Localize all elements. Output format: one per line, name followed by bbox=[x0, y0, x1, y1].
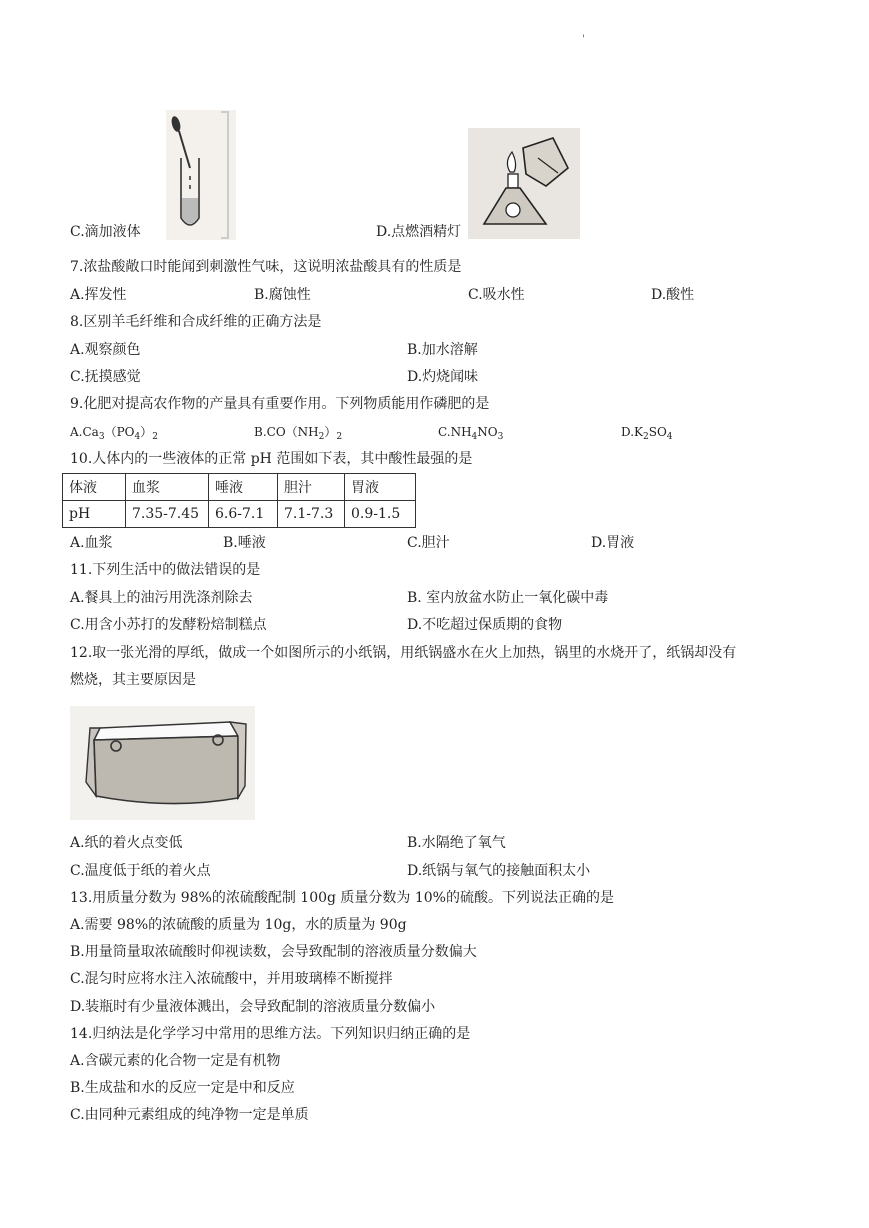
q9-d-sub1: 2 bbox=[642, 432, 649, 442]
q9-option-a bbox=[70, 422, 158, 447]
q13-option-c: C.混匀时应将水注入浓硫酸中，并用玻璃棒不断搅拌 bbox=[70, 971, 393, 987]
q9-a-sub2: 4 bbox=[134, 432, 141, 442]
q11-option-b: B. 室内放盆水防止一氧化碳中毒 bbox=[407, 590, 609, 606]
q9-a-sub1: 3 bbox=[98, 432, 105, 442]
q9-option-d bbox=[621, 422, 673, 447]
table-cell: 7.1-7.3 bbox=[278, 501, 345, 528]
q13-option-b: B.用量筒量取浓硫酸时仰视读数，会导致配制的溶液质量分数偏大 bbox=[70, 944, 477, 960]
q13-option-d: D.装瓶时有少量液体溅出，会导致配制的溶液质量分数偏小 bbox=[70, 999, 436, 1015]
q12-option-c: C.温度低于纸的着火点 bbox=[70, 863, 211, 879]
q9-a-sub3: 2 bbox=[152, 432, 158, 442]
page-mark: ' bbox=[582, 34, 585, 45]
table-cell: 7.35-7.45 bbox=[126, 501, 209, 528]
q12-option-d: D.纸锅与氧气的接触面积太小 bbox=[407, 863, 591, 879]
q9-d-post: SO bbox=[648, 425, 667, 439]
q9-c-sub1: 4 bbox=[471, 432, 478, 442]
q9-b-sub2: 2 bbox=[336, 432, 343, 442]
q14-option-b: B.生成盐和水的反应一定是中和反应 bbox=[70, 1080, 295, 1096]
paper-pot-figure bbox=[70, 706, 255, 820]
table-header-row bbox=[63, 474, 416, 501]
q7-option-c: C.吸水性 bbox=[468, 287, 525, 303]
q7-stem: 7.浓盐酸敞口时能闻到刺激性气味，这说明浓盐酸具有的性质是 bbox=[70, 259, 462, 275]
q13-option-a: A.需要 98%的浓硫酸的质量为 10g，水的质量为 90g bbox=[70, 917, 407, 933]
q12-stem-line2: 燃烧，其主要原因是 bbox=[70, 672, 196, 688]
q8-stem: 8.区别羊毛纤维和合成纤维的正确方法是 bbox=[70, 314, 322, 330]
q12-stem-line1: 12.取一张光滑的厚纸，做成一个如图所示的小纸锅，用纸锅盛水在火上加热，锅里的水烧开了，纸锅却没有 bbox=[70, 645, 737, 661]
q9-d-sub2: 4 bbox=[666, 432, 673, 442]
q11-stem: 11.下列生活中的做法错误的是 bbox=[70, 562, 261, 578]
table-header-cell: 血浆 bbox=[126, 474, 209, 501]
q7-option-a: A.挥发性 bbox=[70, 287, 127, 303]
q8-option-c: C.抚摸感觉 bbox=[70, 369, 141, 385]
q13-stem: 13.用质量分数为 98%的浓硫酸配制 100g 质量分数为 10%的硫酸。下列说法正确的是 bbox=[70, 890, 614, 906]
q10-option-c: C.胆汁 bbox=[407, 535, 450, 551]
q9-b-close: ） bbox=[324, 425, 337, 439]
q11-option-d: D.不吃超过保质期的食物 bbox=[407, 617, 563, 633]
q12-option-b: B.水隔绝了氧气 bbox=[407, 835, 506, 851]
q8-option-d: D.灼烧闻味 bbox=[407, 369, 479, 385]
ph-table bbox=[62, 473, 416, 528]
q9-b-sub1: 2 bbox=[318, 432, 325, 442]
q7-option-d: D.酸性 bbox=[651, 287, 695, 303]
table-header-cell: 胆汁 bbox=[278, 474, 345, 501]
table-header-cell: 唾液 bbox=[209, 474, 278, 501]
q9-a-close: ） bbox=[140, 425, 153, 439]
dropper-test-tube-figure bbox=[166, 110, 236, 240]
alcohol-lamp-figure bbox=[468, 128, 580, 239]
q14-option-c: C.由同种元素组成的纯净物一定是单质 bbox=[70, 1107, 309, 1123]
q14-option-a: A.含碳元素的化合物一定是有机物 bbox=[70, 1053, 281, 1069]
q6-option-d: D.点燃酒精灯 bbox=[376, 224, 462, 240]
table-row bbox=[63, 501, 416, 528]
q11-option-c: C.用含小苏打的发酵粉焙制糕点 bbox=[70, 617, 267, 633]
q11-option-a: A.餐具上的油污用洗涤剂除去 bbox=[70, 590, 253, 606]
table-header-cell: 胃液 bbox=[345, 474, 416, 501]
table-cell: pH bbox=[63, 501, 126, 528]
q10-option-b: B.唾液 bbox=[223, 535, 266, 551]
table-header-cell: 体液 bbox=[63, 474, 126, 501]
table-cell: 6.6-7.1 bbox=[209, 501, 278, 528]
q14-stem: 14.归纳法是化学学习中常用的思维方法。下列知识归纳正确的是 bbox=[70, 1026, 471, 1042]
q9-b-pre: B.CO（NH bbox=[254, 425, 319, 439]
q8-option-a: A.观察颜色 bbox=[70, 342, 141, 358]
q10-stem: 10.人体内的一些液体的正常 pH 范围如下表，其中酸性最强的是 bbox=[70, 451, 473, 467]
q9-c-sub2: 3 bbox=[497, 432, 504, 442]
q8-option-b: B.加水溶解 bbox=[407, 342, 478, 358]
q12-option-a: A.纸的着火点变低 bbox=[70, 835, 183, 851]
q10-option-d: D.胃液 bbox=[591, 535, 635, 551]
q9-d-pre: D.K bbox=[621, 425, 643, 439]
q9-option-c bbox=[438, 422, 503, 447]
q9-a-pre: A.Ca bbox=[70, 425, 99, 439]
table-cell: 0.9-1.5 bbox=[345, 501, 416, 528]
q7-option-b: B.腐蚀性 bbox=[254, 287, 311, 303]
q9-option-b bbox=[254, 422, 342, 447]
q6-option-c: C.滴加液体 bbox=[70, 224, 141, 240]
q9-a-mid: （PO bbox=[104, 425, 135, 439]
q9-c-post: NO bbox=[477, 425, 498, 439]
q9-c-pre: C.NH bbox=[438, 425, 472, 439]
q10-option-a: A.血浆 bbox=[70, 535, 113, 551]
q9-stem: 9.化肥对提高农作物的产量具有重要作用。下列物质能用作磷肥的是 bbox=[70, 396, 490, 412]
